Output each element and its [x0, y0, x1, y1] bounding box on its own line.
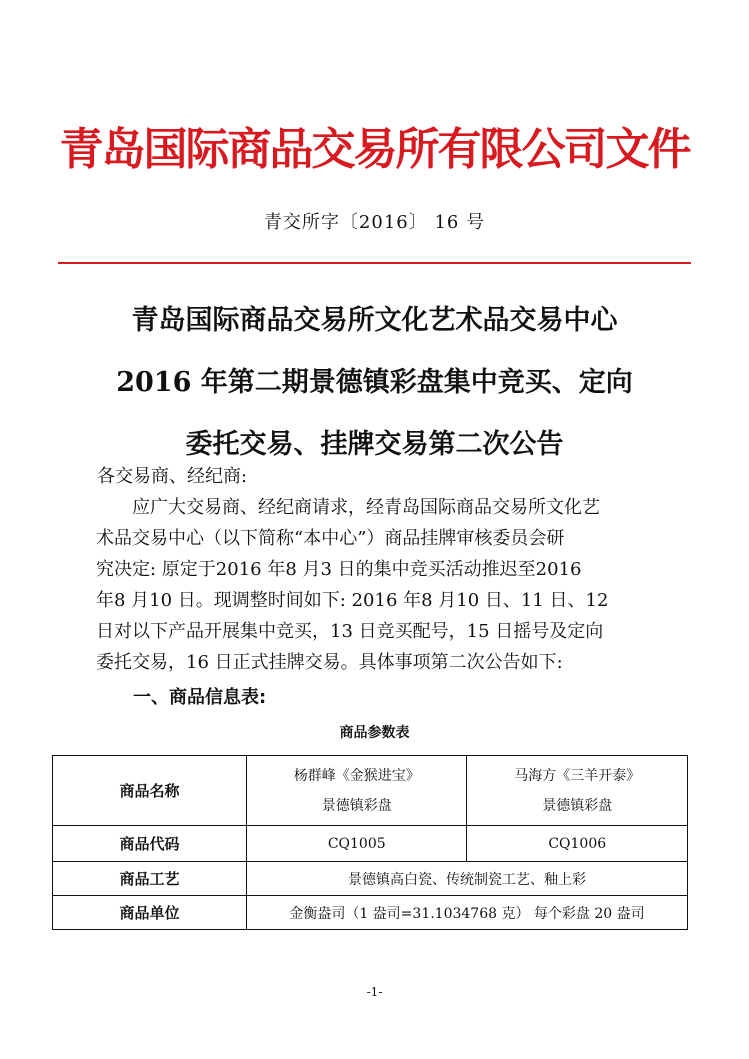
- table-cell: [247, 756, 467, 826]
- table-row: [53, 896, 688, 930]
- cell-line: 马海方《三羊开泰》: [514, 767, 641, 784]
- body-line: 术品交易中心（以下简称“本中心”）商品挂牌审核委员会研: [96, 528, 565, 549]
- page-number: -1-: [366, 985, 383, 999]
- header-divider: [58, 262, 691, 264]
- notice-title: [40, 290, 709, 476]
- body-line: 应广大交易商、经纪商请求，经青岛国际商品交易所文化艺: [132, 497, 600, 518]
- table-cell: 金衡盎司（1 盎司=31.1034768 克） 每个彩盘 20 盎司: [247, 896, 688, 930]
- table-row: [53, 826, 688, 862]
- table-cell: CQ1006: [467, 826, 688, 862]
- salutation: 各交易商、经纪商:: [97, 466, 248, 487]
- table-cell: CQ1005: [247, 826, 467, 862]
- notice-title-line: 青岛国际商品交易所文化艺术品交易中心: [131, 305, 618, 336]
- document-number: 青交所字〔2016〕 16 号: [263, 212, 486, 233]
- section-heading: 一、商品信息表:: [133, 687, 267, 708]
- notice-body: [96, 492, 662, 678]
- product-params-table: [52, 755, 688, 930]
- table-cell: 景德镇高白瓷、传统制瓷工艺、釉上彩: [247, 862, 688, 896]
- row-label: 商品单位: [53, 896, 247, 930]
- body-line: 究决定: 原定于2016 年8 月3 日的集中竞买活动推迟至2016: [96, 559, 582, 580]
- table-row: [53, 756, 688, 826]
- row-label: 商品名称: [53, 756, 247, 826]
- table-cell: [467, 756, 688, 826]
- row-label: 商品代码: [53, 826, 247, 862]
- row-label: 商品工艺: [53, 862, 247, 896]
- body-line: 日对以下产品开展集中竞买，13 日竞买配号，15 日摇号及定向: [96, 621, 604, 642]
- notice-title-line: 2016 年第二期景德镇彩盘集中竞买、定向: [116, 367, 633, 398]
- cell-line: 景德镇彩盘: [542, 797, 613, 814]
- cell-line: 景德镇彩盘: [321, 797, 392, 814]
- body-line: 委托交易，16 日正式挂牌交易。具体事项第二次公告如下:: [96, 652, 563, 673]
- org-header-title: 青岛国际商品交易所有限公司文件: [59, 124, 690, 175]
- body-line: 年8 月10 日。现调整时间如下: 2016 年8 月10 日、11 日、12: [96, 590, 609, 611]
- cell-line: 杨群峰《金猴进宝》: [293, 767, 420, 784]
- table-row: [53, 862, 688, 896]
- notice-title-line: 委托交易、挂牌交易第二次公告: [185, 429, 564, 460]
- table-caption: 商品参数表: [339, 725, 410, 741]
